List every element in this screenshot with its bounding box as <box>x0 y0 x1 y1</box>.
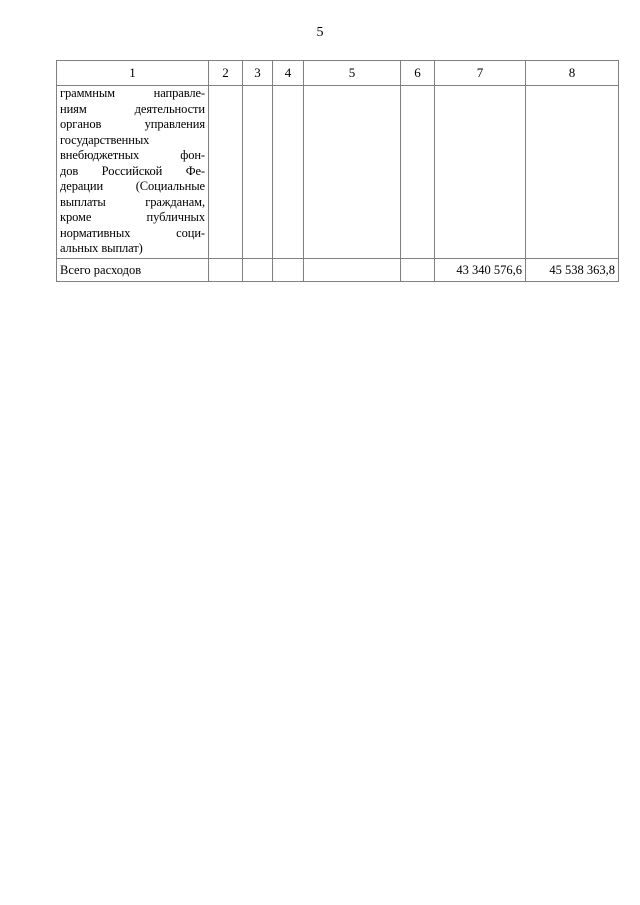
empty-cell <box>209 259 243 282</box>
empty-cell <box>209 86 243 259</box>
empty-cell <box>273 86 304 259</box>
total-value-col8: 45 538 363,8 <box>526 259 619 282</box>
description-line: государственных <box>60 132 150 147</box>
column-header-4: 4 <box>273 61 304 86</box>
description-line: дов Российской Фе- <box>60 163 205 178</box>
empty-cell <box>401 259 435 282</box>
empty-cell <box>304 86 401 259</box>
table-header-row <box>57 61 619 86</box>
total-value-col7: 43 340 576,6 <box>435 259 526 282</box>
description-line: кроме публичных <box>60 210 205 224</box>
empty-cell <box>273 259 304 282</box>
empty-cell <box>435 86 526 259</box>
column-header-2: 2 <box>209 61 243 86</box>
empty-cell <box>401 86 435 259</box>
description-line: органов управления <box>60 117 205 131</box>
empty-cell <box>526 86 619 259</box>
description-line: нормативных соци- <box>60 225 205 240</box>
empty-cell <box>304 259 401 282</box>
empty-cell <box>243 259 273 282</box>
description-line: альных выплат) <box>60 241 143 255</box>
column-header-3: 3 <box>243 61 273 86</box>
total-label: Всего расходов <box>57 259 209 282</box>
column-header-1: 1 <box>57 61 209 86</box>
description-line: ниям деятельности <box>60 101 205 116</box>
table-row <box>57 86 619 259</box>
column-header-5: 5 <box>304 61 401 86</box>
column-header-7: 7 <box>435 61 526 86</box>
page-number: 5 <box>316 25 324 40</box>
column-header-6: 6 <box>401 61 435 86</box>
description-line: граммным направле- <box>60 86 205 100</box>
empty-cell <box>243 86 273 259</box>
row-description <box>57 86 209 259</box>
total-row <box>57 259 619 282</box>
description-line: дерации (Социальные <box>60 179 205 193</box>
expenditure-table <box>56 60 619 282</box>
description-line: выплаты гражданам, <box>60 194 205 209</box>
column-header-8: 8 <box>526 61 619 86</box>
description-line: внебюджетных фон- <box>60 148 205 162</box>
